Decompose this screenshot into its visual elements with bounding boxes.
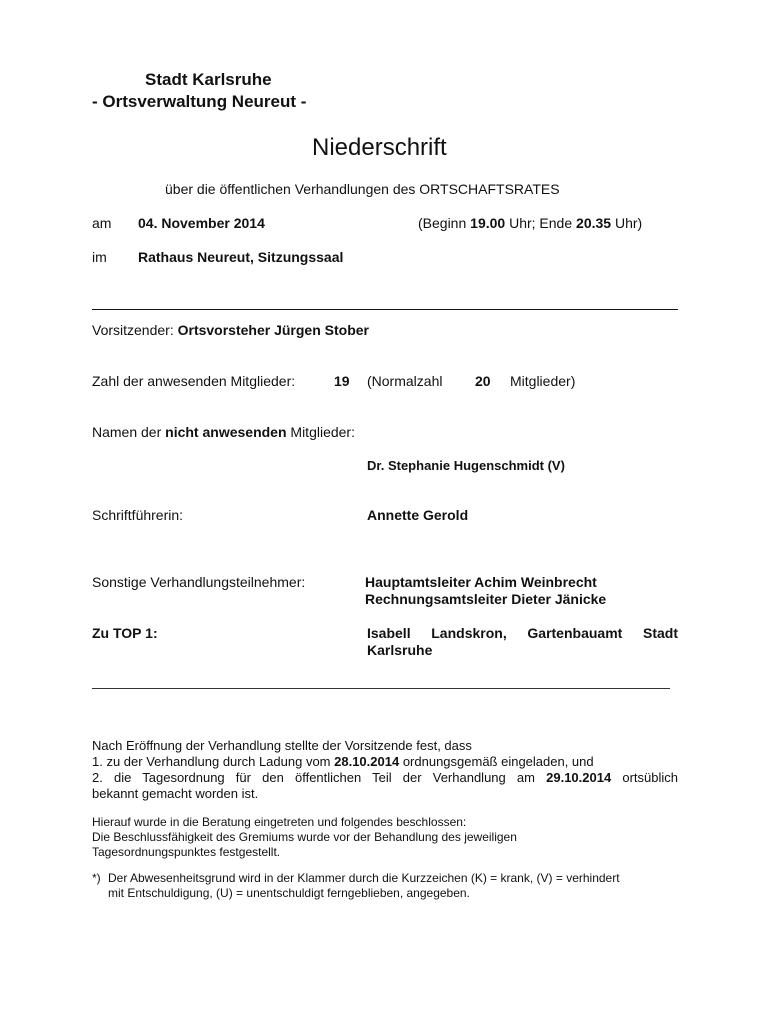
time-start: 19.00 [470,215,506,231]
separator-line [92,309,678,310]
normal-count: 20 [475,373,491,389]
recorder-label: Schriftführerin: [92,507,184,523]
office-name: - Ortsverwaltung Neureut - [92,92,307,111]
recorder-name: Annette Gerold [367,507,469,523]
top1-guest-cont: Karlsruhe [367,642,433,658]
attendance-present: 19 [334,373,350,389]
footnote-text: Der Abwesenheitsgrund wird in der Klammer durch die Kurzzeichen (K) = krank, (V) = verhindert mit Entschuldigung, (U) = unentschuldigt ferngeblieben, angegeben. [108,871,620,900]
others-label: Sonstige Verhandlungsteilnehmer: [92,574,306,590]
separator-line [92,688,670,689]
top1-label: Zu TOP 1: [92,625,158,641]
meeting-place: Rathaus Neureut, Sitzungssaal [138,249,344,265]
chair-line [92,322,369,338]
city-name: Stadt Karlsruhe [145,70,272,89]
date-label: am [92,215,112,231]
top1-guest: Isabell Landskron, Gartenbauamt Stadt [367,625,678,641]
place-label: im [92,249,107,265]
document-subtitle: über die öffentlichen Verhandlungen des ORTSCHAFTSRATES [165,181,560,197]
footnote-marker: *) [92,871,101,885]
attendance-suffix: Mitglieder) [510,373,576,389]
opening-statement: Nach Eröffnung der Verhandlung stellte der Vorsitzende fest, dass 1. zu der Verhandlung durch Ladung vom 28.10.2014 ordnungsgemäß eingeladen, und 2. die Tagesordnung für den öffentlichen Teil der Verhandlung am 29.10.2014 ortsüblich bekannt gemacht worden ist. [92,738,678,801]
other-participant: Rechnungsamtsleiter Dieter Jänicke [365,591,607,607]
other-participant: Hauptamtsleiter Achim Weinbrecht [365,574,597,590]
chair-label: Vorsitzender: [92,322,178,338]
document-title: Niederschrift [312,134,447,161]
meeting-time: (Beginn 19.00 Uhr; Ende 20.35 Uhr) [418,215,643,231]
normal-count-label: (Normalzahl [367,373,443,389]
chair-name: Ortsvorsteher Jürgen Stober [177,322,369,338]
meeting-date: 04. November 2014 [138,215,265,231]
time-end: 20.35 [576,215,612,231]
attendance-label: Zahl der anwesenden Mitglieder: [92,373,296,389]
absent-label: Namen der nicht anwesenden Mitglieder: [92,424,355,440]
absent-names: Dr. Stephanie Hugenschmidt (V) [367,458,565,473]
resolution-text: Hierauf wurde in die Beratung eingetreten und folgendes beschlossen: Die Beschlussfähigkeit des Gremiums wurde vor der Behandlung des jeweiligen Tagesordnungspunktes festgestellt. [92,815,517,859]
